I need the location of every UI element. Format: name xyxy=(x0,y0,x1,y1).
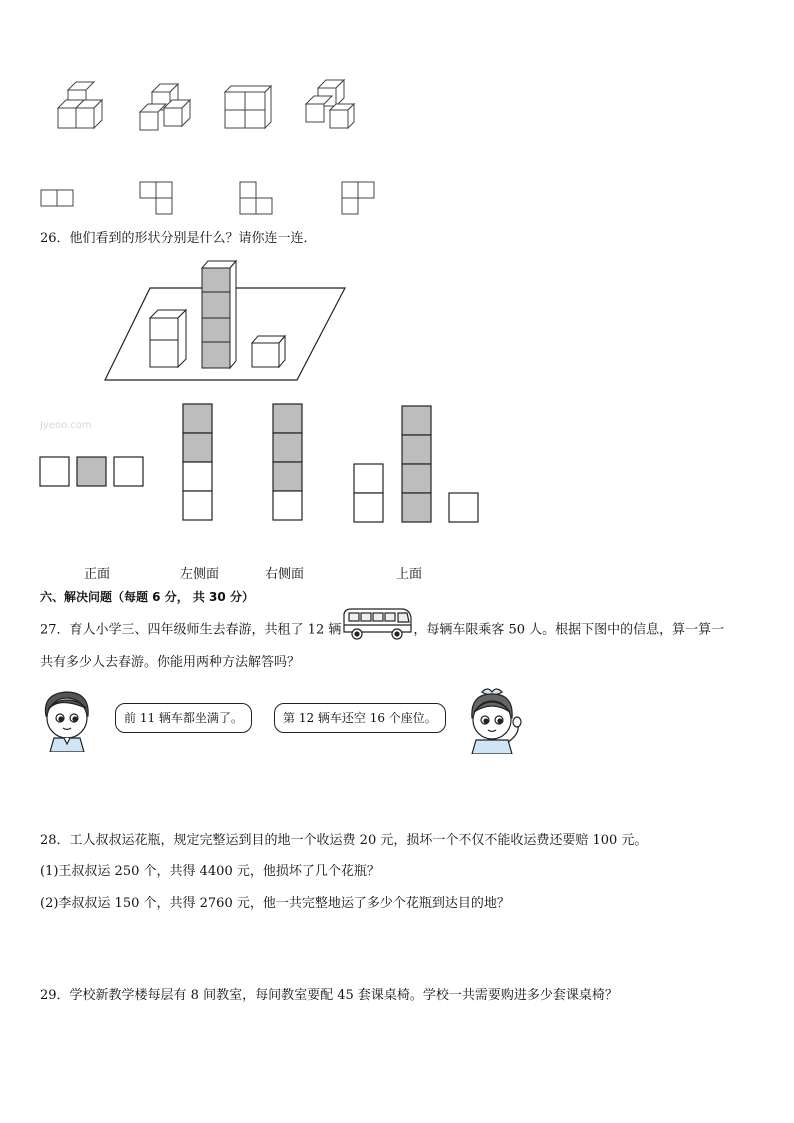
cube-figure-1 xyxy=(58,82,102,128)
watermark: Jyeoo.com xyxy=(40,420,92,431)
cube-figure-4 xyxy=(306,80,354,128)
question-27-text-a: 27．育人小学三、四年级师生去春游，共租了 12 辆 xyxy=(40,622,342,638)
cube-scene xyxy=(100,256,360,386)
label-right-side: 右侧面 xyxy=(265,567,305,582)
view-option-c xyxy=(273,404,302,520)
flat-views-top xyxy=(40,176,380,220)
cube-figure-3 xyxy=(225,86,271,128)
section-6-title: 六、解决问题（每题 6 分， 共 30 分） xyxy=(40,590,254,604)
view-option-b xyxy=(183,404,212,520)
cube-figures-top xyxy=(40,70,380,140)
question-27-line2: 共有多少人去春游。你能用两种方法解答吗？ xyxy=(40,655,301,670)
label-left-side: 左侧面 xyxy=(180,567,220,582)
view-option-a xyxy=(40,457,143,486)
question-28-part2: (2)李叔叔运 150 个，共得 2760 元，他一共完整地运了多少个花瓶到达目的地？ xyxy=(40,896,510,911)
bubble-left: 前 11 辆车都坐满了。 xyxy=(115,703,252,733)
bubble-right: 第 12 辆车还空 16 个座位。 xyxy=(274,703,446,733)
label-front: 正面 xyxy=(84,567,111,582)
view-option-d xyxy=(354,406,478,522)
question-28-part1: (1)王叔叔运 250 个，共得 4400 元，他损坏了几个花瓶？ xyxy=(40,864,380,879)
bus-icon xyxy=(341,606,413,642)
cube-figure-2 xyxy=(140,84,190,130)
question-27-text-b: ，每辆车限乘客 50 人。根据下图中的信息，算一算一 xyxy=(413,622,725,638)
view-options xyxy=(38,402,488,527)
question-26-text: 26．他们看到的形状分别是什么？请你连一连． xyxy=(40,231,317,246)
question-28-line1: 28．工人叔叔运花瓶，规定完整运到目的地一个收运费 20 元，损坏一个不仅不能收运费还要赔 100 元。 xyxy=(40,833,648,848)
girl-character-icon xyxy=(462,684,526,754)
question-29-text: 29．学校新教学楼每层有 8 间教室，每间教室要配 45 套课桌椅。学校一共需要购进多少套课桌椅？ xyxy=(40,988,618,1003)
question-27-line1 xyxy=(40,618,724,642)
boy-character-icon xyxy=(38,686,100,752)
label-top: 上面 xyxy=(396,567,423,582)
